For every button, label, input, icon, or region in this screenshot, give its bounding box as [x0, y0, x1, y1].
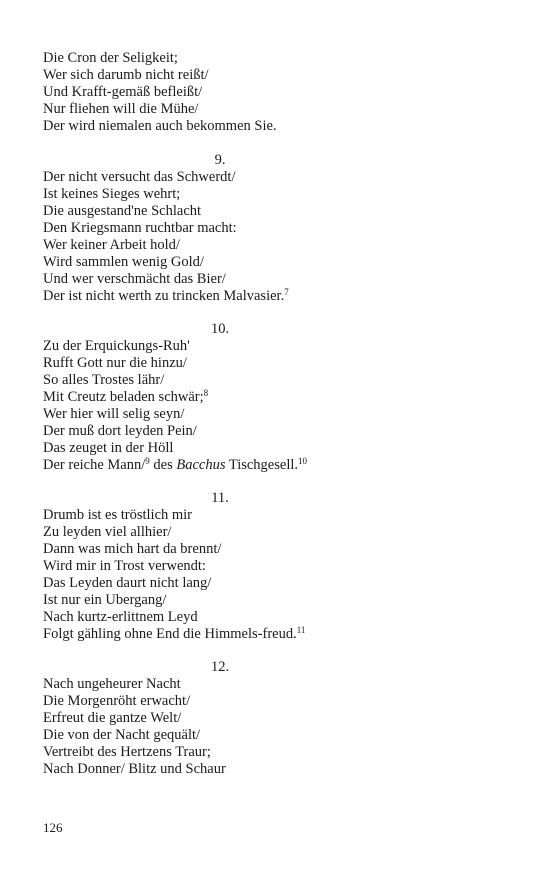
- verse-line: Zu der Erquickungs-Ruh': [43, 338, 190, 354]
- stanza-12: [43, 676, 513, 778]
- verse-line: Wer keiner Arbeit hold/: [43, 237, 180, 253]
- stanza-9: [43, 169, 513, 305]
- verse-line: Dann was mich hart da brennt/: [43, 541, 222, 557]
- verse-line: [43, 626, 513, 643]
- verse-line: Die Cron der Seligkeit;: [43, 50, 178, 66]
- verse-line: [43, 457, 513, 474]
- stanza-11: [43, 507, 513, 643]
- verse-line: Nur fliehen will die Mühe/: [43, 101, 199, 117]
- verse-line: Erfreut die gantze Welt/: [43, 710, 182, 726]
- verse-text: Der reiche Mann/: [43, 457, 146, 473]
- verse-text: Der ist nicht werth zu trincken Malvasier.: [43, 288, 285, 304]
- verse-line: Die von der Nacht gequält/: [43, 727, 201, 743]
- verse-line: Ist keines Sieges wehrt;: [43, 186, 181, 202]
- verse-line: Nach kurtz-erlittnem Leyd: [43, 609, 198, 625]
- stanza-10: [43, 338, 513, 474]
- verse-line: Der nicht versucht das Schwerdt/: [43, 169, 236, 185]
- verse-text: Mit Creutz beladen schwär;: [43, 389, 204, 405]
- verse-text: Folgt gähling ohne End die Himmels-freud.: [43, 626, 297, 642]
- verse-text: des: [149, 457, 177, 473]
- stanza-number: 12.: [210, 659, 230, 675]
- verse-line: Wird sammlen wenig Gold/: [43, 254, 204, 270]
- verse-line: Die Morgenröht erwacht/: [43, 693, 191, 709]
- verse-line: Wer hier will selig seyn/: [43, 406, 185, 422]
- verse-line: Rufft Gott nur die hinzu/: [43, 355, 187, 371]
- verse-line: Nach Donner/ Blitz und Schaur: [43, 761, 226, 777]
- stanza-number: 10.: [210, 321, 230, 337]
- verse-line: Das Leyden daurt nicht lang/: [43, 575, 212, 591]
- page-number: 126: [43, 820, 63, 835]
- footnote-marker[interactable]: 8: [203, 388, 209, 398]
- verse-line: Der muß dort leyden Pein/: [43, 423, 197, 439]
- verse-line: Und Krafft-gemäß befleißt/: [43, 84, 203, 100]
- stanza-number: 11.: [211, 490, 229, 506]
- footnote-marker[interactable]: 9: [145, 456, 150, 466]
- verse-line: Den Kriegsmann ruchtbar macht:: [43, 220, 237, 236]
- verse-line: Zu leyden viel allhier/: [43, 524, 172, 540]
- verse-line: Vertreibt des Hertzens Traur;: [43, 744, 211, 760]
- verse-line: Wer sich darumb nicht reißt/: [43, 67, 209, 83]
- footnote-marker[interactable]: 7: [284, 287, 289, 297]
- verse-line: Das zeuget in der Höll: [43, 440, 174, 456]
- verse-line: [43, 389, 513, 406]
- footnote-marker[interactable]: 11: [296, 625, 306, 635]
- verse-line: [43, 288, 513, 305]
- verse-line: Ist nur ein Ubergang/: [43, 592, 167, 608]
- verse-line: So alles Trostes lähr/: [43, 372, 165, 388]
- italic-name: Bacchus: [176, 457, 226, 473]
- verse-text: Tischgesell.: [225, 457, 298, 473]
- verse-line: Nach ungeheurer Nacht: [43, 676, 181, 692]
- footnote-marker[interactable]: 10: [298, 456, 307, 466]
- verse-line: Wird mir in Trost verwendt:: [43, 558, 206, 574]
- stanza-continuation: [43, 50, 513, 135]
- verse-line: Und wer verschmächt das Bier/: [43, 271, 226, 287]
- verse-line: Der wird niemalen auch bekommen Sie.: [43, 118, 277, 134]
- stanza-number: 9.: [214, 152, 226, 168]
- verse-line: Die ausgestand'ne Schlacht: [43, 203, 202, 219]
- verse-line: Drumb ist es tröstlich mir: [43, 507, 193, 523]
